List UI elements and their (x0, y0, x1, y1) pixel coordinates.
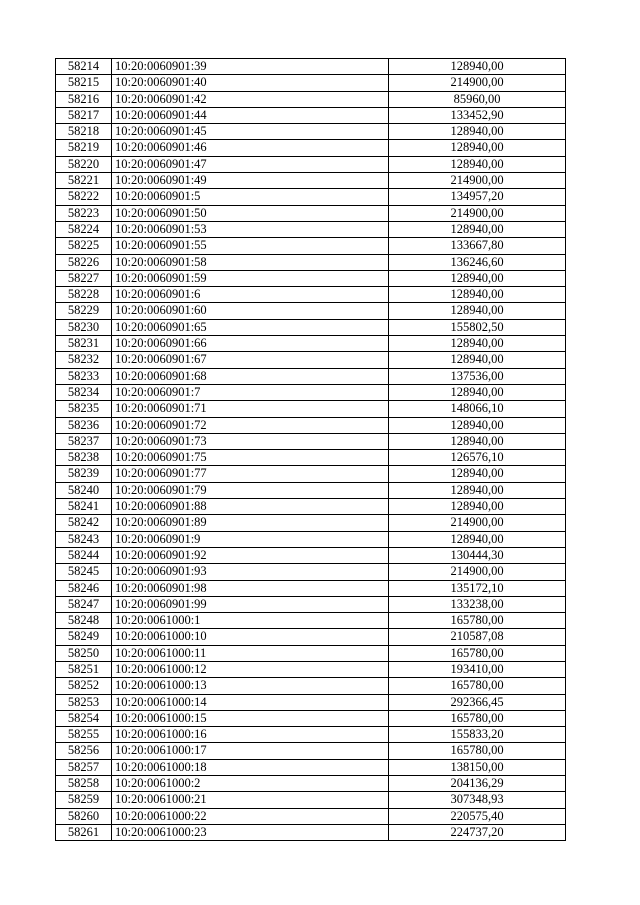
cadastral-value-cell: 128940,00 (389, 384, 566, 400)
cadastral-number-cell: 10:20:0060901:42 (112, 91, 389, 107)
row-number-cell: 58224 (56, 221, 112, 237)
row-number-cell: 58253 (56, 694, 112, 710)
cadastral-value-cell: 165780,00 (389, 645, 566, 661)
cadastral-number-cell: 10:20:0061000:14 (112, 694, 389, 710)
table-row (56, 173, 566, 189)
row-number-cell: 58245 (56, 564, 112, 580)
cadastral-value-table (55, 58, 566, 841)
cadastral-number-cell: 10:20:0061000:16 (112, 727, 389, 743)
cadastral-value-cell: 128940,00 (389, 59, 566, 75)
cadastral-value-cell: 165780,00 (389, 613, 566, 629)
cadastral-value-cell: 135172,10 (389, 580, 566, 596)
row-number-cell: 58233 (56, 368, 112, 384)
cadastral-number-cell: 10:20:0060901:45 (112, 124, 389, 140)
cadastral-value-cell: 214900,00 (389, 173, 566, 189)
cadastral-number-cell: 10:20:0060901:40 (112, 75, 389, 91)
table-row (56, 531, 566, 547)
table-row (56, 613, 566, 629)
row-number-cell: 58249 (56, 629, 112, 645)
row-number-cell: 58237 (56, 433, 112, 449)
row-number-cell: 58242 (56, 515, 112, 531)
cadastral-value-cell: 292366,45 (389, 694, 566, 710)
row-number-cell: 58259 (56, 792, 112, 808)
row-number-cell: 58247 (56, 596, 112, 612)
cadastral-number-cell: 10:20:0060901:39 (112, 59, 389, 75)
cadastral-value-cell: 220575,40 (389, 808, 566, 824)
table-row (56, 221, 566, 237)
table-row (56, 205, 566, 221)
row-number-cell: 58251 (56, 661, 112, 677)
cadastral-value-cell: 128940,00 (389, 287, 566, 303)
row-number-cell: 58215 (56, 75, 112, 91)
cadastral-number-cell: 10:20:0060901:47 (112, 156, 389, 172)
cadastral-number-cell: 10:20:0061000:17 (112, 743, 389, 759)
cadastral-value-cell: 128940,00 (389, 466, 566, 482)
table-row (56, 466, 566, 482)
row-number-cell: 58254 (56, 710, 112, 726)
row-number-cell: 58258 (56, 776, 112, 792)
table-row (56, 336, 566, 352)
row-number-cell: 58248 (56, 613, 112, 629)
cadastral-value-cell: 126576,10 (389, 450, 566, 466)
cadastral-number-cell: 10:20:0061000:23 (112, 824, 389, 840)
cadastral-number-cell: 10:20:0060901:89 (112, 515, 389, 531)
table-row (56, 124, 566, 140)
row-number-cell: 58260 (56, 808, 112, 824)
cadastral-value-cell: 214900,00 (389, 564, 566, 580)
cadastral-number-cell: 10:20:0060901:9 (112, 531, 389, 547)
row-number-cell: 58255 (56, 727, 112, 743)
cadastral-number-cell: 10:20:0060901:53 (112, 221, 389, 237)
cadastral-number-cell: 10:20:0060901:75 (112, 450, 389, 466)
cadastral-value-cell: 128940,00 (389, 482, 566, 498)
cadastral-value-cell: 155802,50 (389, 319, 566, 335)
table-row (56, 678, 566, 694)
table-row (56, 727, 566, 743)
cadastral-number-cell: 10:20:0061000:22 (112, 808, 389, 824)
cadastral-value-cell: 165780,00 (389, 743, 566, 759)
table-row (56, 547, 566, 563)
cadastral-value-cell: 128940,00 (389, 124, 566, 140)
row-number-cell: 58256 (56, 743, 112, 759)
row-number-cell: 58236 (56, 417, 112, 433)
row-number-cell: 58231 (56, 336, 112, 352)
cadastral-number-cell: 10:20:0060901:6 (112, 287, 389, 303)
row-number-cell: 58229 (56, 303, 112, 319)
cadastral-number-cell: 10:20:0060901:5 (112, 189, 389, 205)
cadastral-value-cell: 85960,00 (389, 91, 566, 107)
table-row (56, 824, 566, 840)
table-row (56, 401, 566, 417)
table-row (56, 384, 566, 400)
cadastral-value-cell: 134957,20 (389, 189, 566, 205)
cadastral-number-cell: 10:20:0060901:50 (112, 205, 389, 221)
cadastral-number-cell: 10:20:0061000:18 (112, 759, 389, 775)
cadastral-number-cell: 10:20:0060901:67 (112, 352, 389, 368)
table-row (56, 580, 566, 596)
cadastral-number-cell: 10:20:0060901:92 (112, 547, 389, 563)
row-number-cell: 58243 (56, 531, 112, 547)
cadastral-value-cell: 128940,00 (389, 499, 566, 515)
cadastral-number-cell: 10:20:0061000:2 (112, 776, 389, 792)
cadastral-number-cell: 10:20:0060901:49 (112, 173, 389, 189)
table-row (56, 417, 566, 433)
cadastral-number-cell: 10:20:0060901:7 (112, 384, 389, 400)
table-row (56, 319, 566, 335)
table-row (56, 645, 566, 661)
table-row (56, 743, 566, 759)
cadastral-value-cell: 128940,00 (389, 303, 566, 319)
cadastral-value-cell: 133667,80 (389, 238, 566, 254)
row-number-cell: 58227 (56, 270, 112, 286)
cadastral-value-cell: 128940,00 (389, 433, 566, 449)
cadastral-value-cell: 136246,60 (389, 254, 566, 270)
cadastral-value-cell: 224737,20 (389, 824, 566, 840)
cadastral-number-cell: 10:20:0060901:44 (112, 107, 389, 123)
cadastral-value-cell: 307348,93 (389, 792, 566, 808)
row-number-cell: 58261 (56, 824, 112, 840)
table-row (56, 482, 566, 498)
cadastral-number-cell: 10:20:0061000:12 (112, 661, 389, 677)
row-number-cell: 58218 (56, 124, 112, 140)
cadastral-value-cell: 128940,00 (389, 336, 566, 352)
row-number-cell: 58241 (56, 499, 112, 515)
row-number-cell: 58216 (56, 91, 112, 107)
cadastral-number-cell: 10:20:0060901:65 (112, 319, 389, 335)
row-number-cell: 58244 (56, 547, 112, 563)
cadastral-number-cell: 10:20:0060901:66 (112, 336, 389, 352)
cadastral-number-cell: 10:20:0060901:59 (112, 270, 389, 286)
cadastral-value-cell: 128940,00 (389, 352, 566, 368)
cadastral-value-cell: 128940,00 (389, 140, 566, 156)
table-row (56, 156, 566, 172)
cadastral-value-cell: 128940,00 (389, 221, 566, 237)
table-row (56, 710, 566, 726)
cadastral-value-cell: 214900,00 (389, 515, 566, 531)
table-row (56, 140, 566, 156)
cadastral-value-cell: 128940,00 (389, 531, 566, 547)
table-row (56, 254, 566, 270)
cadastral-number-cell: 10:20:0060901:55 (112, 238, 389, 254)
cadastral-number-cell: 10:20:0061000:21 (112, 792, 389, 808)
table-row (56, 107, 566, 123)
cadastral-value-cell: 210587,08 (389, 629, 566, 645)
table-row (56, 808, 566, 824)
cadastral-number-cell: 10:20:0060901:58 (112, 254, 389, 270)
cadastral-value-cell: 148066,10 (389, 401, 566, 417)
table-row (56, 352, 566, 368)
table-row (56, 450, 566, 466)
row-number-cell: 58223 (56, 205, 112, 221)
cadastral-number-cell: 10:20:0061000:1 (112, 613, 389, 629)
table-row (56, 564, 566, 580)
table-row (56, 694, 566, 710)
row-number-cell: 58222 (56, 189, 112, 205)
cadastral-value-cell: 133238,00 (389, 596, 566, 612)
table-row (56, 75, 566, 91)
cadastral-number-cell: 10:20:0060901:73 (112, 433, 389, 449)
table-row (56, 596, 566, 612)
row-number-cell: 58214 (56, 59, 112, 75)
cadastral-value-cell: 128940,00 (389, 417, 566, 433)
table-body (56, 59, 566, 841)
row-number-cell: 58235 (56, 401, 112, 417)
table-row (56, 433, 566, 449)
cadastral-number-cell: 10:20:0061000:11 (112, 645, 389, 661)
cadastral-number-cell: 10:20:0060901:72 (112, 417, 389, 433)
cadastral-value-cell: 165780,00 (389, 710, 566, 726)
table-row (56, 776, 566, 792)
cadastral-number-cell: 10:20:0060901:88 (112, 499, 389, 515)
row-number-cell: 58219 (56, 140, 112, 156)
cadastral-number-cell: 10:20:0060901:99 (112, 596, 389, 612)
cadastral-value-cell: 214900,00 (389, 205, 566, 221)
table-row (56, 515, 566, 531)
row-number-cell: 58226 (56, 254, 112, 270)
cadastral-number-cell: 10:20:0060901:93 (112, 564, 389, 580)
cadastral-value-cell: 128940,00 (389, 270, 566, 286)
cadastral-number-cell: 10:20:0060901:68 (112, 368, 389, 384)
cadastral-number-cell: 10:20:0061000:13 (112, 678, 389, 694)
table-row (56, 189, 566, 205)
table-row (56, 629, 566, 645)
cadastral-value-cell: 138150,00 (389, 759, 566, 775)
row-number-cell: 58240 (56, 482, 112, 498)
row-number-cell: 58246 (56, 580, 112, 596)
cadastral-value-cell: 133452,90 (389, 107, 566, 123)
cadastral-value-cell: 214900,00 (389, 75, 566, 91)
table-row (56, 91, 566, 107)
row-number-cell: 58239 (56, 466, 112, 482)
cadastral-value-cell: 130444,30 (389, 547, 566, 563)
table-row (56, 287, 566, 303)
row-number-cell: 58228 (56, 287, 112, 303)
table-row (56, 792, 566, 808)
table-row (56, 661, 566, 677)
row-number-cell: 58232 (56, 352, 112, 368)
table-row (56, 59, 566, 75)
cadastral-number-cell: 10:20:0060901:71 (112, 401, 389, 417)
table-row (56, 238, 566, 254)
row-number-cell: 58252 (56, 678, 112, 694)
table-row (56, 759, 566, 775)
cadastral-number-cell: 10:20:0060901:79 (112, 482, 389, 498)
cadastral-value-cell: 137536,00 (389, 368, 566, 384)
row-number-cell: 58234 (56, 384, 112, 400)
row-number-cell: 58250 (56, 645, 112, 661)
cadastral-value-cell: 128940,00 (389, 156, 566, 172)
row-number-cell: 58225 (56, 238, 112, 254)
row-number-cell: 58238 (56, 450, 112, 466)
cadastral-number-cell: 10:20:0060901:98 (112, 580, 389, 596)
table-row (56, 368, 566, 384)
cadastral-value-cell: 165780,00 (389, 678, 566, 694)
cadastral-number-cell: 10:20:0060901:60 (112, 303, 389, 319)
cadastral-value-cell: 204136,29 (389, 776, 566, 792)
document-page (55, 58, 566, 841)
cadastral-value-cell: 155833,20 (389, 727, 566, 743)
cadastral-number-cell: 10:20:0061000:15 (112, 710, 389, 726)
table-row (56, 270, 566, 286)
row-number-cell: 58230 (56, 319, 112, 335)
row-number-cell: 58220 (56, 156, 112, 172)
table-row (56, 303, 566, 319)
cadastral-number-cell: 10:20:0060901:77 (112, 466, 389, 482)
row-number-cell: 58221 (56, 173, 112, 189)
row-number-cell: 58217 (56, 107, 112, 123)
row-number-cell: 58257 (56, 759, 112, 775)
table-row (56, 499, 566, 515)
cadastral-value-cell: 193410,00 (389, 661, 566, 677)
cadastral-number-cell: 10:20:0060901:46 (112, 140, 389, 156)
cadastral-number-cell: 10:20:0061000:10 (112, 629, 389, 645)
